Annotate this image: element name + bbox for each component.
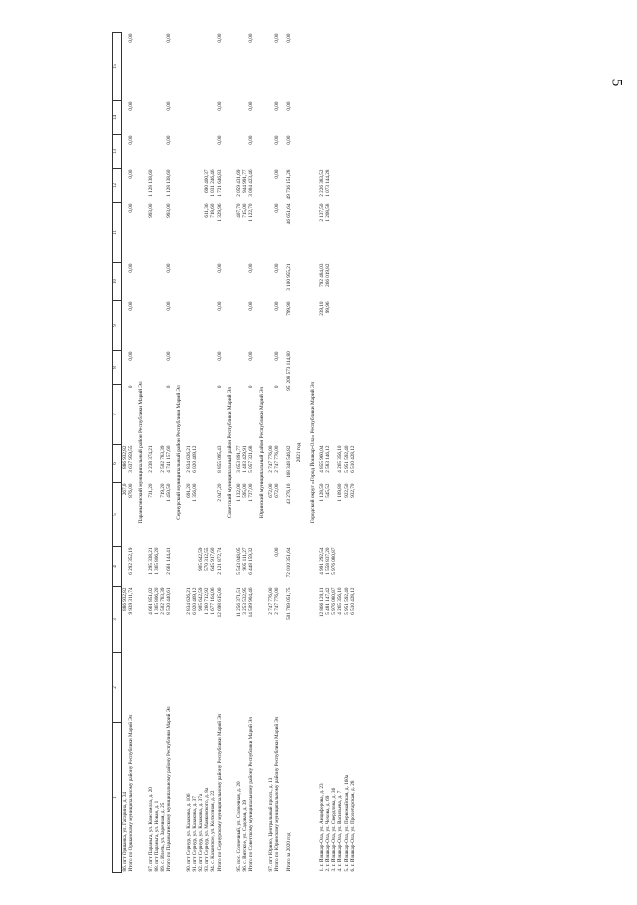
cell-c6: 4 855 960,04 (318, 445, 325, 473)
cell-c6: 5 951 592,40 (343, 445, 350, 473)
cell-c3: 5 481 147,42 (325, 587, 332, 615)
cell-c15: 0,00 (216, 33, 223, 43)
column-header: 8 (113, 351, 122, 385)
column-header: 5 (113, 483, 122, 547)
cell-c6: 4 741 157,60 (166, 445, 173, 473)
cell-c5: 672,00 (274, 483, 281, 498)
row-label: 93. пгт Сернур, ул. Маяковского, д. 8а (204, 787, 211, 872)
cell-c12: 0,00 (274, 169, 281, 179)
column-header: 11 (113, 203, 122, 263)
cell-c5: 1 109,80 (337, 483, 344, 502)
cell-c3: 6 510 428,12 (349, 587, 356, 615)
cell-c3: 11 256 371,51 (236, 587, 243, 618)
cell-c12: 2 059 431,69 (236, 169, 243, 197)
cell-c9: 0,00 (248, 301, 255, 311)
cell-c3: 12 698 615,00 (216, 587, 223, 618)
cell-c15: 0,00 (248, 33, 255, 43)
row-label: 1. г. Йошкар-Ола, ул. Анциферова, д. 23 (318, 783, 325, 872)
cell-c11: 0,00 (274, 203, 281, 213)
cell-c12: 1 128 138,60 (147, 169, 154, 197)
cell-c3: 905 642,59 (198, 587, 205, 611)
cell-c6: 886 932,82 (122, 445, 128, 469)
cell-c13 (350, 135, 356, 169)
cell-c10: 0,00 (274, 263, 281, 273)
cell-c5: 2 047,20 (216, 483, 223, 502)
cell-c10: 266 019,82 (325, 263, 332, 287)
cell-c7: 0 (248, 385, 255, 389)
cell-c4: 570 312,55 (204, 547, 211, 571)
cell-c3: 2 834 626,21 (185, 587, 192, 615)
section-row (223, 33, 236, 873)
row-label: 4. г. Йошкар-Ола, ул. Васильева, д. 7 (337, 790, 344, 872)
cell-c12: 1 031 246,46 (210, 169, 217, 197)
cell-c11: 0,00 (128, 203, 135, 213)
cell-c3: 2 747 776,00 (274, 587, 281, 615)
cell-c11 (122, 203, 129, 263)
cell-c3: 501 769 051,75 (286, 587, 293, 620)
cell-c13: 0,00 (166, 135, 173, 145)
cell-c8: 0,00 (216, 351, 223, 361)
cell-c12: 3 004 423,46 (248, 169, 255, 197)
column-header: 9 (113, 301, 122, 351)
cell-c6: 168 348 546,82 (286, 445, 293, 478)
row-label: 97. пгт Юрино, Центральный просп., д. 13 (267, 777, 274, 872)
cell-c11: 993,00 (147, 203, 154, 218)
cell-c10: 3 100 955,21 (286, 263, 293, 291)
cell-c12: 49 736 151,28 (286, 169, 293, 200)
row-label: Итого по Советскому муниципальному району Республики Марий Эл (248, 717, 255, 872)
section-title: Советский муниципальный район Республики Марий Эл (226, 386, 233, 519)
cell-c6: 3 653 891,77 (236, 445, 243, 473)
table-row (122, 33, 129, 873)
cell-c5: 876,00 (128, 483, 135, 498)
cell-c4: 1 365 806,20 (153, 547, 160, 575)
cell-c4 (122, 547, 129, 587)
cell-c5: 719,20 (160, 483, 167, 498)
cell-c3: 6 020 469,12 (191, 587, 198, 615)
cell-c13: 0,00 (128, 135, 135, 145)
cell-c14 (122, 101, 129, 135)
column-header: 15 (113, 33, 122, 101)
row-label: 88. пгт Параньга, ул. Новая, д. 1 (153, 800, 160, 872)
cell-c11: 1 122,70 (248, 203, 255, 222)
cell-c6: 2 834 626,21 (185, 445, 192, 473)
cell-c3: 4 661 851,02 (147, 587, 154, 615)
cell-c11: 1 208,58 (325, 203, 332, 222)
cell-c3: 8 530 440,61 (166, 587, 173, 615)
cell-c4: 1 295 338,21 (147, 547, 154, 575)
cell-c13: 0,00 (286, 135, 293, 145)
cell-c10: 0,00 (166, 263, 173, 273)
cell-c9: 0,00 (274, 301, 281, 311)
repair-costs-table (112, 32, 356, 873)
cell-c4: 2 121 872,74 (216, 547, 223, 575)
header-row (113, 33, 122, 873)
cell-c5: 672,00 (267, 483, 274, 498)
row-label: 5. г. Йошкар-Ола, ул. Первомайская, д. 160а (343, 774, 350, 872)
cell-c8: 0,00 (128, 351, 135, 361)
cell-c4: 905 642,59 (198, 547, 205, 571)
cell-c15: 0,00 (286, 33, 293, 43)
column-header: 1 (113, 723, 122, 873)
cell-c13: 0,00 (216, 135, 223, 145)
row-label: Итого по Юринскому муниципальному району Республики Марий Эл (274, 716, 281, 872)
row-label: 91. пгт Сернур, ул. Казакова, д. 37 (191, 796, 198, 872)
cell-c3: 1 365 806,20 (153, 587, 160, 615)
cell-c7: 0 (216, 385, 223, 389)
cell-c5: 595,00 (242, 483, 249, 498)
cell-c12 (122, 169, 129, 203)
cell-c8: 0,00 (274, 351, 281, 361)
cell-c14: 0,00 (274, 101, 281, 111)
row-label: 96. с. Вятское, ул. Садовая, д. 39 (242, 799, 249, 872)
cell-c3: 2 502 783,39 (160, 587, 167, 615)
section-row (255, 33, 268, 873)
cell-c8 (122, 351, 129, 385)
cell-c11: 611,36 (204, 203, 211, 218)
row-label: 92. пгт Сернур, ул. Казакова, д. 37а (198, 793, 205, 872)
row-label: Итого по Параньгинскому муниципальному району Республики Марий Эл (166, 706, 173, 872)
cell-c9 (122, 301, 129, 351)
cell-c3: 1 677 164,06 (210, 587, 217, 615)
cell-c11: 993,00 (166, 203, 173, 218)
cell-c11: 407,70 (236, 203, 243, 218)
row-label: 3. г. Йошкар-Ола, ул. Свердлова, д. 36 (331, 787, 338, 872)
cell-c12: 1 073 144,28 (325, 169, 332, 197)
cell-c11: 46 651,64 (286, 203, 293, 225)
cell-c10 (122, 263, 129, 301)
cell-c6: 2 502 783,39 (160, 445, 167, 473)
cell-c3: 9 939 311,74 (128, 587, 135, 615)
cell-c4 (350, 547, 356, 587)
section-title: Параньгинский муниципальный район Республики Марий Эл (138, 381, 145, 524)
cell-c11: 718,60 (210, 203, 217, 218)
row-label: Итого за 2020 год (286, 832, 293, 872)
column-header: 14 (113, 101, 122, 135)
cell-c5: 1 727,00 (248, 483, 255, 502)
budget-table-sheet (112, 33, 582, 873)
section-title: Сернурский муниципальный район Республики Марий Эл (176, 385, 183, 520)
cell-c4: 0,00 (274, 547, 281, 557)
cell-c5: 1 132,00 (236, 483, 243, 502)
row-label: 2. г. Йошкар-Ола, ул. Чехова, д. 69 (325, 795, 332, 872)
cell-c5: 1 128,50 (318, 483, 325, 502)
cell-c7 (122, 385, 129, 445)
cell-c3: 1 260 712,92 (204, 587, 211, 615)
cell-c15: 0,00 (166, 33, 173, 43)
cell-c7: 0 (274, 385, 281, 389)
cell-c14: 0,00 (248, 101, 255, 111)
cell-c6: 2 747 776,00 (274, 445, 281, 473)
cell-c6: 6 020 469,12 (191, 445, 198, 473)
cell-c15: 0,00 (128, 33, 135, 43)
cell-c11: 1 329,96 (216, 203, 223, 222)
cell-c7: 95 (286, 385, 293, 391)
cell-c13: 0,00 (274, 135, 281, 145)
section-title: Юринский муниципальный район Республики Марий Эл (258, 386, 265, 519)
cell-c12: 0,00 (128, 169, 135, 179)
section-row (172, 33, 185, 873)
cell-c4: 4 991 292,54 (318, 547, 325, 575)
cell-c4: 6 292 352,19 (128, 547, 135, 575)
cell-c3: 886 932,82 (122, 587, 128, 611)
cell-c10: 0,00 (248, 263, 255, 273)
cell-c6: 3 637 959,55 (128, 445, 135, 473)
cell-c10: 0,00 (128, 263, 135, 273)
cell-c4: 72 010 351,64 (286, 547, 293, 578)
cell-c7 (350, 385, 356, 445)
section-row (292, 33, 305, 873)
cell-c8: 0,00 (248, 351, 255, 361)
cell-c15 (122, 33, 129, 101)
cell-c6: 2 747 776,00 (267, 445, 274, 473)
cell-c3: 5 951 592,40 (343, 587, 350, 615)
cell-c12: 2 226 383,52 (318, 169, 325, 197)
cell-c10: 792 484,03 (318, 263, 325, 287)
cell-c6: 2 583 146,12 (325, 445, 332, 473)
cell-c12 (350, 169, 356, 203)
column-header: 13 (113, 135, 122, 169)
cell-c5: 545,52 (325, 483, 332, 498)
row-label: 6. г. Йошкар-Ола, ул. Пролетарская, д. 28 (349, 780, 356, 872)
column-header: 6 (113, 445, 122, 483)
cell-c10 (350, 263, 356, 301)
section-title: 2021 год (296, 442, 303, 463)
cell-c9: 0,00 (216, 301, 223, 311)
row-label: Итого по Оршанскому муниципальному району Республики Марий Эл (128, 714, 135, 872)
section-title: Городской округ «Город Йошкар-Ола» Республики Марий Эл (309, 381, 316, 524)
cell-c5: 731,20 (147, 483, 154, 498)
cell-c4: 905 111,27 (242, 547, 249, 571)
cell-c9: 239,10 (318, 301, 325, 316)
cell-c8: 208 573 114,80 (286, 351, 293, 384)
cell-c5: 922,50 (343, 483, 350, 498)
cell-c6: 1 403 429,91 (242, 445, 249, 473)
column-header: 7 (113, 385, 122, 445)
row-label: 90. пгт Сернур, ул. Казакова, д. 106 (185, 793, 192, 872)
cell-c12: 690 400,37 (204, 169, 211, 193)
cell-c14: 0,00 (128, 101, 135, 111)
cell-c3: 14 509 904,46 (248, 587, 255, 618)
cell-c3: 2 747 776,00 (267, 587, 274, 615)
section-row (306, 33, 319, 873)
cell-c5: 932,70 (349, 483, 356, 498)
row-label: 86. пгт Оршанка, ул. Гагарина, д. 34 (122, 791, 128, 872)
cell-c9 (350, 301, 356, 351)
cell-c7: 0 (128, 385, 135, 389)
cell-c13 (122, 135, 129, 169)
cell-c4: 2 661 144,41 (166, 547, 173, 575)
column-header: 2 (113, 653, 122, 723)
cell-c6: 4 265 356,10 (337, 445, 344, 473)
cell-c4: 5 543 048,05 (236, 547, 243, 575)
column-header: 10 (113, 263, 122, 301)
page-number: 5 (608, 78, 625, 87)
cell-c3: 12 866 120,11 (318, 587, 325, 618)
cell-c14 (350, 101, 356, 135)
cell-c5: 267,0 (122, 483, 128, 496)
cell-c10: 0,00 (216, 263, 223, 273)
cell-c14: 0,00 (166, 101, 173, 111)
cell-c4: 1 558 837,20 (325, 547, 332, 575)
cell-c5: 43 276,10 (286, 483, 293, 505)
cell-c12: 1 721 646,83 (216, 169, 223, 197)
cell-c9: 0,00 (166, 301, 173, 311)
cell-c12: 1 128 138,60 (166, 169, 173, 197)
cell-c5: 1 450,50 (166, 483, 173, 502)
section-row (134, 33, 147, 873)
row-label: 89. с. Илеть, ул. Заречная, д. 25 (160, 802, 167, 872)
cell-c4: 6 448 159,32 (248, 547, 255, 575)
cell-c12: 944 991,77 (242, 169, 249, 193)
cell-c4: 5 976 080,87 (331, 547, 338, 575)
cell-c5: 691,20 (185, 483, 192, 498)
table-row (350, 33, 356, 873)
cell-c15: 0,00 (274, 33, 281, 43)
cell-c9: 799,90 (286, 301, 293, 316)
cell-c8: 0,00 (166, 351, 173, 361)
cell-c13: 0,00 (248, 135, 255, 145)
cell-c14: 0,00 (216, 101, 223, 111)
row-label: Итого по Сернурскому муниципальному району Республики Марий Эл (216, 713, 223, 872)
cell-c4: 645 917,60 (210, 547, 217, 571)
cell-c7: 0 (166, 385, 173, 389)
row-label: 94. с. Казанское, ул. Колхозная, д. 22 (210, 790, 217, 872)
cell-c11: 2 137,50 (318, 203, 325, 222)
cell-c15 (350, 33, 356, 101)
cell-c6: 5 057 321,68 (248, 445, 255, 473)
cell-c6: 6 510 428,12 (349, 445, 356, 473)
cell-c6: 8 855 095,43 (216, 445, 223, 473)
cell-c9: 0,00 (128, 301, 135, 311)
cell-c9: 99,96 (325, 301, 332, 314)
cell-c5: 1 356,00 (191, 483, 198, 502)
cell-c3: 3 253 532,95 (242, 587, 249, 615)
row-label: 95. пос. Солнечный, ул. Солнечная, д. 20 (236, 781, 243, 872)
cell-c11: 715,00 (242, 203, 249, 218)
row-label: 87. пгт Параньга, ул. Комсомола, д. 20 (147, 787, 154, 872)
cell-c3: 4 265 356,10 (337, 587, 344, 615)
cell-c8 (350, 351, 356, 385)
cell-c11 (350, 203, 356, 263)
cell-c6: 2 238 374,21 (147, 445, 154, 473)
cell-c14: 0,00 (286, 101, 293, 111)
cell-c3: 5 976 080,87 (331, 587, 338, 615)
column-header: 12 (113, 169, 122, 203)
column-header: 3 (113, 587, 122, 653)
column-header: 4 (113, 547, 122, 587)
